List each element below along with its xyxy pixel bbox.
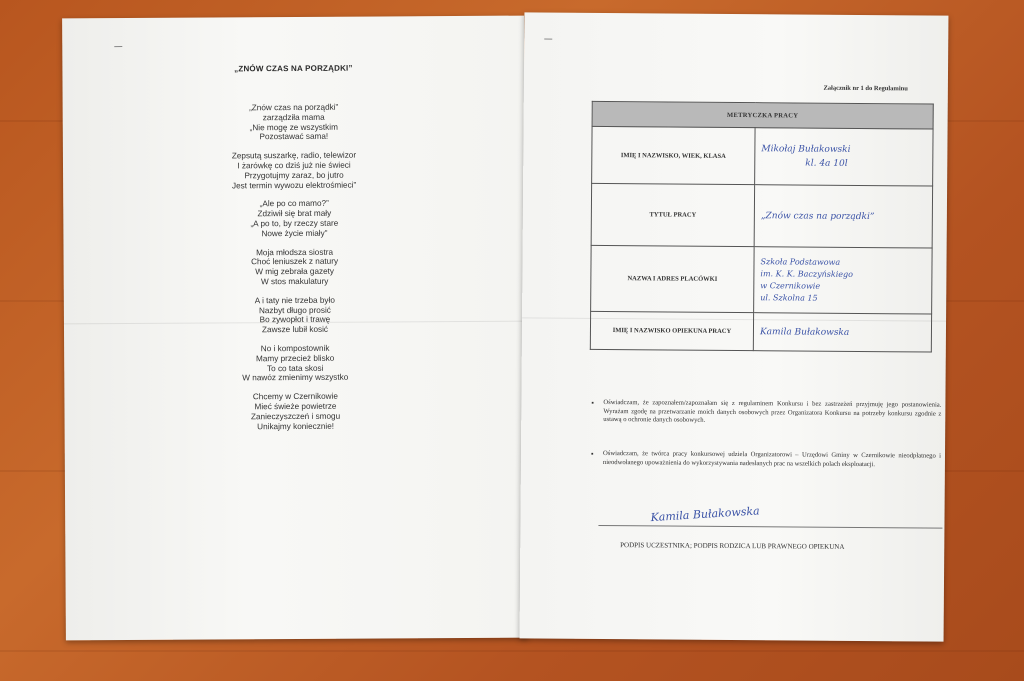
poem-line: Moja młodsza siostra	[256, 247, 334, 257]
handwritten-text: kl. 4a 10l	[805, 158, 848, 169]
handwritten-text: Szkoła Podstawowa	[760, 256, 841, 267]
poem-line: Jest termin wywozu elektrośmieci”	[231, 180, 357, 190]
handwritten-text: Mikołaj Bułakowski	[761, 144, 851, 155]
stanza	[64, 294, 526, 336]
field-value-name-age-class	[755, 128, 933, 186]
entry-form-sheet	[520, 12, 949, 641]
poem-line: „Nie mogę ze wszystkim	[249, 122, 338, 132]
poem-line: Nazbyt długo prosić	[258, 305, 331, 315]
handwritten-text: Kamila Bułakowska	[759, 326, 850, 338]
table-row	[591, 245, 933, 314]
stanza	[64, 343, 526, 385]
poem-line: Zdziwił się brat mały	[257, 208, 332, 219]
field-value-title	[754, 185, 932, 248]
declaration-text: Oświadczam, że zapoznałem/zapoznałam się z regulaminem Konkursu i bez zastrzeżeń przyjmuję jego postanowienia. Wyrażam zgodę na przetwarzanie moich danych osobowych przez Organizatora Konkursu na potrzeby konkursu zgodnie z ustawą o ochronie danych osobowych.	[603, 398, 942, 424]
poem-line: No i kompostownik	[260, 343, 330, 354]
stanza	[64, 391, 526, 433]
poem-line: Zepsutą suszarkę, radio, telewizor	[231, 150, 357, 161]
declaration-consent	[591, 399, 941, 428]
poem-line: Mamy przecież blisko	[256, 353, 335, 363]
poem-line: „Znów czas na porządki”	[249, 102, 339, 113]
poem-line: Zawsze lubił kosić	[261, 324, 329, 335]
stanza	[64, 246, 526, 288]
poem-line: Nowe życie miały”	[261, 228, 328, 238]
field-label-supervisor: IMIĘ I NAZWISKO OPIEKUNA PRACY	[590, 311, 753, 350]
poem-sheet	[62, 16, 528, 641]
stanza	[63, 102, 525, 144]
field-value-supervisor	[753, 313, 931, 352]
poem-line: W stos makulatury	[261, 276, 329, 287]
poem-line: „Ale po co mamo?”	[259, 199, 329, 209]
poem-line: Unikajmy koniecznie!	[257, 421, 335, 431]
poem-line: Mieć świeże powietrze	[254, 401, 337, 412]
poem-line: Bo zywopłot i trawę	[259, 315, 331, 325]
field-label-title: TYTUŁ PRACY	[591, 183, 754, 246]
poem-line: „A po to, by rzeczy stare	[250, 218, 339, 229]
poem-line: W mig zebrała gazety	[255, 266, 335, 277]
poem-line: Przygotujmy zaraz, bo jutro	[244, 170, 344, 181]
handwritten-signature: Kamila Bułakowska	[650, 504, 760, 525]
stanza	[63, 198, 525, 240]
handwritten-text: im. K. K. Baczyńskiego	[760, 268, 854, 279]
poem-line: Choć leniuszek z natury	[251, 257, 339, 267]
handwritten-text: ul. Szkolna 15	[760, 292, 818, 303]
poem-line: Pozostawać sama!	[259, 132, 329, 142]
poem-line: zarządziła mama	[262, 112, 325, 122]
table-row	[590, 311, 931, 352]
signature-caption: PODPIS UCZESTNIKA; PODPIS RODZICA LUB PRAWNEGO OPIEKUNA	[620, 541, 845, 551]
poem-body	[63, 102, 527, 442]
field-value-institution	[754, 247, 933, 314]
metadata-table	[590, 101, 934, 353]
declaration-text: Oświadczam, że twórca pracy konkursowej udziela Organizatorowi – Urzędowi Gminy w Czernikowie nieodpłatnego i nieodwołanego upoważnienia do wykorzystywania nadesłanych prac na wszelkich polach eksploatacji.	[602, 449, 942, 468]
poem-line: Zanieczyszczeń i smogu	[250, 411, 341, 421]
annex-label: Załącznik nr 1 do Regulaminu	[823, 84, 908, 93]
poem-title: „ZNÓW CZAS NA PORZĄDKI”	[234, 63, 353, 74]
handwritten-text: „Znów czas na porządki”	[760, 210, 875, 222]
field-label-institution: NAZWA I ADRES PLACÓWKI	[591, 245, 755, 312]
bullet-icon: ▪	[591, 398, 594, 407]
staple-mark	[114, 46, 122, 47]
table-row	[591, 183, 932, 248]
poem-line: I żarówkę co dziś już nie świeci	[237, 160, 351, 171]
field-label-name-age-class: IMIĘ I NAZWISKO, WIEK, KLASA	[592, 126, 755, 184]
poem-line: To co tata skosi	[266, 363, 324, 373]
handwritten-text: w Czernikowie	[760, 280, 821, 291]
poem-line: Chcemy w Czernikowie	[252, 391, 338, 402]
poem-line: A i taty nie trzeba było	[254, 295, 335, 305]
signature-line	[598, 525, 942, 529]
table-title: METRYCZKA PRACY	[592, 101, 933, 129]
declaration-rights	[591, 450, 941, 470]
table-row	[592, 126, 933, 186]
staple-mark	[544, 39, 552, 40]
poem-line: W nawóz zmienimy wszystko	[242, 373, 349, 383]
stanza	[63, 150, 525, 192]
bullet-icon: ▪	[590, 449, 594, 458]
